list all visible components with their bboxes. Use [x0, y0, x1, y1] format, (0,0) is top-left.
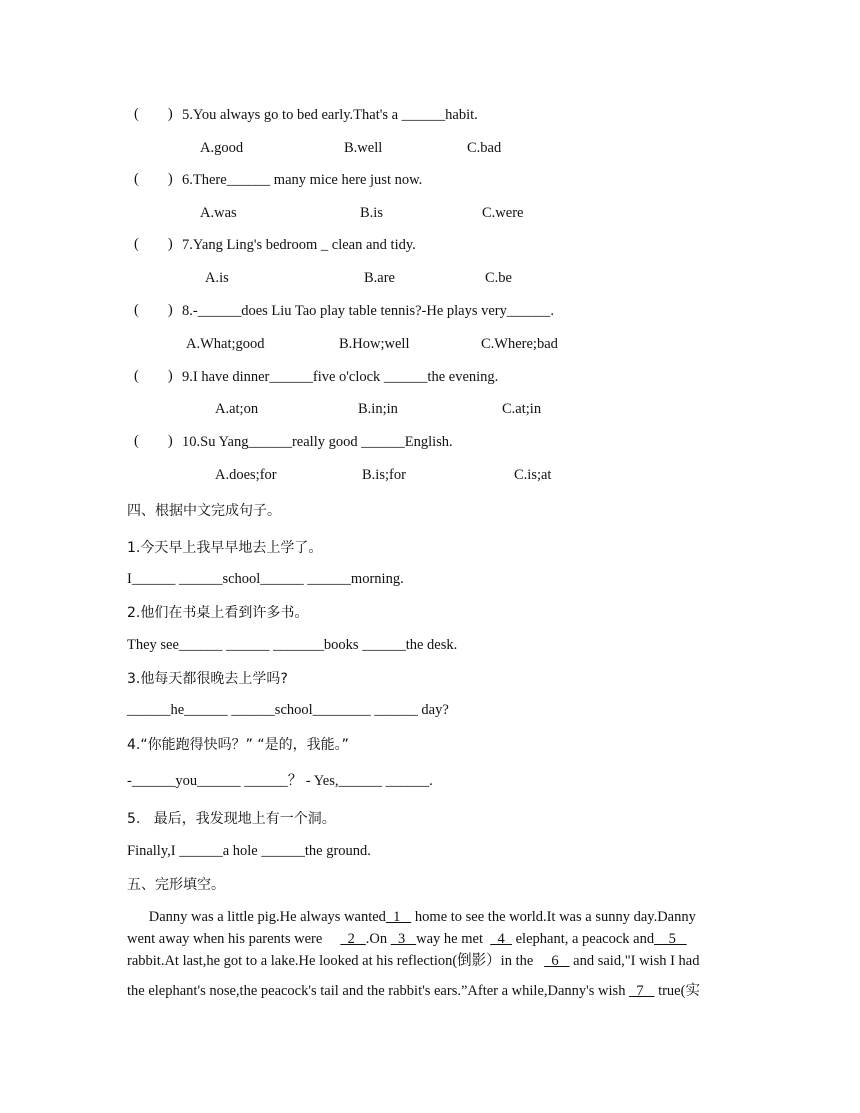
passage-text: went away when his parents were	[127, 931, 341, 947]
passage-text: rabbit.At last,he got to a lake.He looked at his reflection(倒影）in the	[127, 953, 545, 969]
option-c: C.Where;bad	[481, 336, 558, 352]
passage-text: .On	[365, 931, 391, 947]
question-text: 8.-______does Liu Tao play table tennis?-He plays very______.	[182, 303, 555, 319]
english-blank-sentence[interactable]: -______you______ ______？ - Yes,______ ______.	[127, 773, 433, 789]
passage-text: and said,"I wish I had	[569, 953, 700, 969]
passage-text: true(实	[654, 983, 700, 999]
option-a: A.was	[200, 205, 237, 221]
answer-paren[interactable]: ( )	[134, 236, 173, 252]
passage-text: Danny was a little pig.He always wanted	[127, 909, 386, 925]
passage-text: way he met	[416, 931, 491, 947]
passage-line	[127, 950, 722, 972]
option-a: A.What;good	[186, 336, 265, 352]
cloze-blank[interactable]: 6	[544, 953, 570, 969]
english-blank-sentence[interactable]: ______he______ ______school________ ______ day?	[127, 702, 449, 718]
passage-line	[127, 928, 722, 950]
question-text: 6.There______ many mice here just now.	[182, 172, 423, 188]
option-a: A.is	[205, 270, 229, 286]
question-text: 5.You always go to bed early.That's a ______habit.	[182, 107, 478, 123]
passage-line	[127, 980, 722, 1002]
answer-paren[interactable]: ( )	[134, 433, 173, 449]
option-b: B.in;in	[358, 401, 398, 417]
cloze-blank[interactable]: 1	[385, 909, 412, 925]
english-blank-sentence[interactable]: Finally,I ______a hole ______the ground.	[127, 843, 371, 859]
option-c: C.bad	[467, 140, 502, 156]
passage-text: home to see the world.It was a sunny day.Danny	[411, 909, 696, 925]
answer-paren[interactable]: ( )	[134, 302, 173, 318]
chinese-prompt: 2.他们在书桌上看到许多书。	[127, 605, 309, 621]
answer-paren[interactable]: ( )	[134, 368, 173, 384]
chinese-prompt: 1.今天早上我早早地去上学了。	[127, 540, 323, 556]
chinese-prompt: 5. 最后，我发现地上有一个洞。	[127, 811, 336, 827]
cloze-blank[interactable]: 5	[654, 931, 687, 947]
question-text: 10.Su Yang______really good ______English.	[182, 434, 453, 450]
option-b: B.is	[360, 205, 383, 221]
answer-paren[interactable]: ( )	[134, 171, 173, 187]
cloze-blank[interactable]: 3	[390, 931, 417, 947]
question-text: 9.I have dinner______five o'clock ______the evening.	[182, 369, 499, 385]
cloze-blank[interactable]: 7	[629, 983, 655, 999]
cloze-blank[interactable]: 4	[490, 931, 512, 947]
option-c: C.be	[485, 270, 512, 286]
option-a: A.does;for	[215, 467, 277, 483]
option-c: C.is;at	[514, 467, 552, 483]
english-blank-sentence[interactable]: I______ ______school______ ______morning.	[127, 571, 404, 587]
option-b: B.are	[364, 270, 395, 286]
chinese-prompt: 3.他每天都很晚去上学吗?	[127, 671, 288, 687]
passage-text: elephant, a peacock and	[511, 931, 655, 947]
option-b: B.How;well	[339, 336, 410, 352]
option-b: B.is;for	[362, 467, 406, 483]
option-a: A.good	[200, 140, 244, 156]
passage-line	[127, 906, 722, 928]
english-blank-sentence[interactable]: They see______ ______ _______books ______the desk.	[127, 637, 458, 653]
section-4-title: 四、根据中文完成句子。	[127, 503, 281, 519]
section-5-title: 五、完形填空。	[127, 877, 225, 893]
option-c: C.were	[482, 205, 524, 221]
chinese-prompt: 4.“你能跑得快吗？” “是的，我能。”	[127, 737, 349, 753]
answer-paren[interactable]: ( )	[134, 106, 173, 122]
option-a: A.at;on	[215, 401, 259, 417]
question-text: 7.Yang Ling's bedroom _ clean and tidy.	[182, 237, 416, 253]
cloze-blank[interactable]: 2	[340, 931, 366, 947]
passage-text: the elephant's nose,the peacock's tail and the rabbit's ears.”After a while,Danny's wish	[127, 983, 630, 999]
option-b: B.well	[344, 140, 383, 156]
option-c: C.at;in	[502, 401, 542, 417]
